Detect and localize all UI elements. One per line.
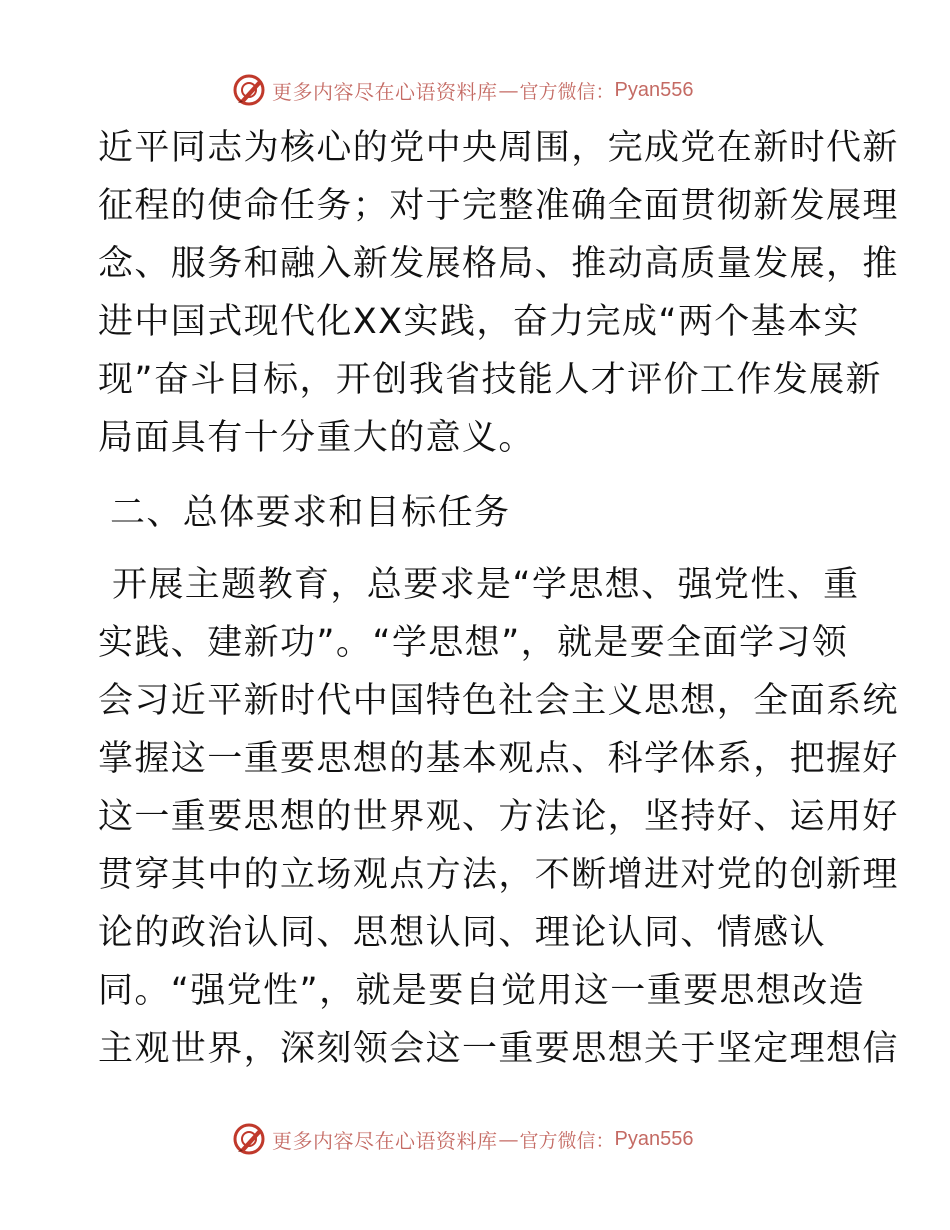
banner-main-text: 更多内容尽在心语资料库 — [272, 1128, 498, 1153]
paragraph-line: 现”奋斗目标，开创我省技能人才评价工作发展新 — [98, 360, 882, 400]
logo-pen-icon — [232, 73, 266, 107]
banner-wechat-id: Pyan556 — [614, 78, 694, 101]
logo-pen-icon — [232, 1122, 266, 1156]
paragraph-line: 论的政治认同、思想认同、理论认同、情感认 — [98, 913, 827, 953]
paragraph-line: 开展主题教育，总要求是“学思想、强党性、重 — [112, 565, 860, 605]
header-banner — [232, 70, 693, 110]
paragraph-line: 实践、建新功”。“学思想”，就是要全面学习领 — [98, 623, 849, 663]
banner-separator: — — [498, 78, 519, 102]
paragraph-line: 掌握这一重要思想的基本观点、科学体系，把握好 — [98, 739, 899, 779]
paragraph-line: 征程的使命任务；对于完整准确全面贯彻新发展理 — [98, 186, 899, 226]
paragraph-line: 主观世界，深刻领会这一重要思想关于坚定理想信 — [98, 1029, 899, 1069]
paragraph-line: 局面具有十分重大的意义。 — [98, 418, 535, 458]
banner-wechat-label: 官方微信： — [519, 80, 615, 103]
paragraph-line: 近平同志为核心的党中央周围，完成党在新时代新 — [98, 128, 899, 168]
paragraph-line: 这一重要思想的世界观、方法论，坚持好、运用好 — [98, 797, 899, 837]
section-heading: 二、总体要求和目标任务 — [110, 493, 511, 533]
paragraph-line: 进中国式现代化XX实践，奋力完成“两个基本实 — [98, 302, 860, 342]
banner-wechat-id: Pyan556 — [614, 1127, 694, 1150]
banner-wechat-label: 官方微信： — [519, 1129, 615, 1152]
paragraph-line: 贯穿其中的立场观点方法，不断增进对党的创新理 — [98, 855, 899, 895]
banner-separator: — — [498, 1127, 519, 1151]
footer-banner — [232, 1119, 693, 1159]
banner-main-text: 更多内容尽在心语资料库 — [272, 79, 498, 104]
paragraph-line: 会习近平新时代中国特色社会主义思想，全面系统 — [98, 681, 899, 721]
paragraph-line: 念、服务和融入新发展格局、推动高质量发展，推 — [98, 244, 899, 284]
paragraph-line: 同。“强党性”，就是要自觉用这一重要思想改造 — [98, 971, 866, 1011]
